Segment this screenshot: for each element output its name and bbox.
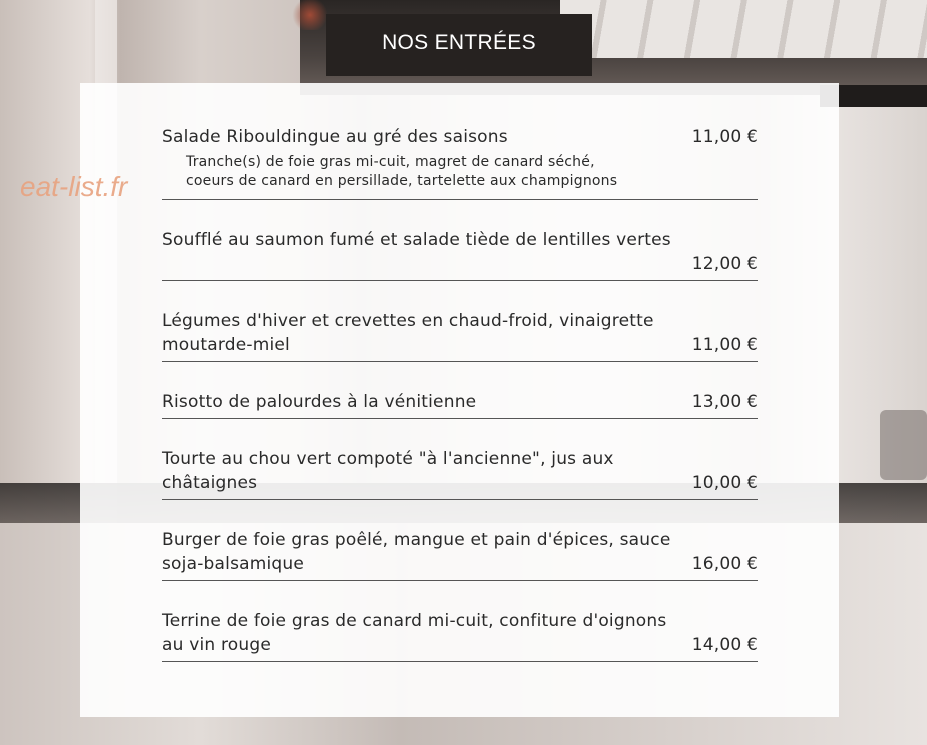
menu-item-legumes [162,307,758,362]
dish-name: Burger de foie gras poêlé, mangue et pain d'épices, sauce [162,530,671,550]
watermark: eat-list.fr [20,171,128,202]
menu-item-souffle [162,226,758,281]
dish-price: 14,00 € [691,635,758,655]
dish-price: 11,00 € [691,127,758,147]
dish-price: 10,00 € [691,473,758,493]
menu-item-salade [162,123,758,200]
menu-item-row [162,390,758,414]
background-awning [560,0,927,58]
section-title: NOS ENTRÉES [382,31,536,54]
menu-item-row [162,125,758,149]
dish-name: Soufflé au saumon fumé et salade tiède de lentilles vertes [162,230,671,250]
menu-item-burger [162,526,758,581]
dish-name: Terrine de foie gras de canard mi-cuit, confiture d'oignons [162,611,667,631]
dish-name-continued: au vin rouge [162,635,271,655]
dish-price: 13,00 € [691,392,758,412]
dish-name-continued: châtaignes [162,473,258,493]
dish-name: Tourte au chou vert compoté "à l'ancienne", jus aux [162,449,614,469]
menu-list [162,123,758,688]
dish-price: 11,00 € [691,335,758,355]
dish-name-continued: soja-balsamique [162,554,305,574]
dish-price: 12,00 € [691,254,758,274]
dish-price: 16,00 € [691,554,758,574]
menu-item-risotto [162,388,758,419]
dish-name: Légumes d'hiver et crevettes en chaud-froid, vinaigrette [162,311,654,331]
menu-item-tourte [162,445,758,500]
menu-item-terrine [162,607,758,662]
background-lamp [290,0,330,30]
dish-name: Risotto de palourdes à la vénitienne [162,392,477,412]
menu-item-row [162,552,758,576]
section-title-tab [326,14,592,76]
dish-description-line: coeurs de canard en persillade, tartelette aux champignons [186,173,618,189]
dish-name: Salade Ribouldingue au gré des saisons [162,127,508,147]
dish-description-line: Tranche(s) de foie gras mi-cuit, magret de canard séché, [186,154,595,170]
dish-description [162,149,758,191]
menu-item-row [162,633,758,657]
background-chair [880,410,927,480]
dish-name-continued: moutarde-miel [162,335,290,355]
menu-item-row [162,471,758,495]
menu-panel [80,83,839,717]
menu-item-row [162,333,758,357]
